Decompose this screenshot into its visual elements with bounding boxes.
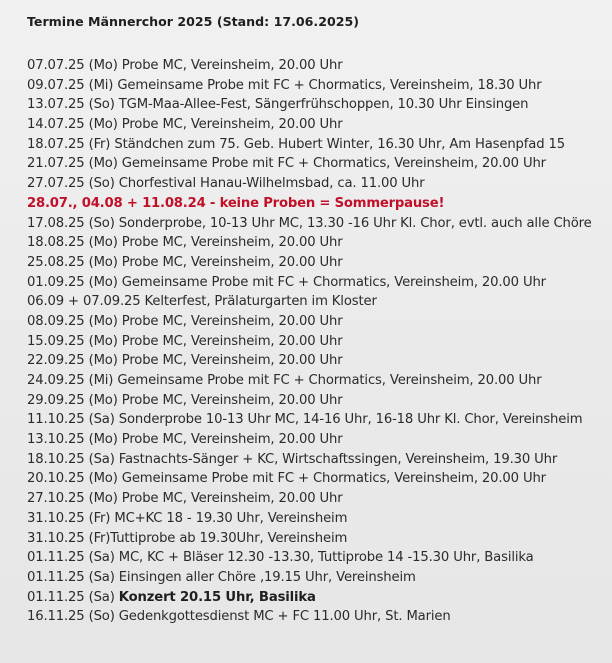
appointment-entry: 16.11.25 (So) Gedenkgottesdienst MC + FC 11.00 Uhr, St. Marien (27, 609, 451, 625)
appointment-list (27, 56, 612, 627)
appointment-entry: 09.07.25 (Mi) Gemeinsame Probe mit FC + Chormatics, Vereinsheim, 18.30 Uhr (27, 77, 542, 93)
appointment-entry: 18.07.25 (Fr) Ständchen zum 75. Geb. Hubert Winter, 16.30 Uhr, Am Hasenpfad 15 (27, 136, 565, 152)
appointment-entry: 01.11.25 (Sa) MC, KC + Bläser 12.30 -13.30, Tuttiprobe 14 -15.30 Uhr, Basilika (27, 550, 534, 566)
appointment-entry: 29.09.25 (Mo) Probe MC, Vereinsheim, 20.00 Uhr (27, 392, 343, 408)
appointment-entry: 06.09 + 07.09.25 Kelterfest, Prälaturgarten im Kloster (27, 294, 377, 310)
appointment-entry: 08.09.25 (Mo) Probe MC, Vereinsheim, 20.00 Uhr (27, 313, 343, 329)
appointment-entry: 27.10.25 (Mo) Probe MC, Vereinsheim, 20.00 Uhr (27, 491, 343, 507)
appointment-entry: 01.09.25 (Mo) Gemeinsame Probe mit FC + Chormatics, Vereinsheim, 20.00 Uhr (27, 274, 546, 290)
concert-highlight: Konzert 20.15 Uhr, Basilika (118, 589, 316, 605)
appointment-entry: 11.10.25 (Sa) Sonderprobe 10-13 Uhr MC, 14-16 Uhr, 16-18 Uhr Kl. Chor, Vereinsheim (27, 412, 583, 428)
document-title: Termine Männerchor 2025 (Stand: 17.06.2025) (27, 14, 359, 29)
appointment-entry: 20.10.25 (Mo) Gemeinsame Probe mit FC + Chormatics, Vereinsheim, 20.00 Uhr (27, 471, 546, 487)
summer-break-notice: 28.07., 04.08 + 11.08.24 - keine Proben = Sommerpause! (27, 195, 445, 211)
appointment-entry: 14.07.25 (Mo) Probe MC, Vereinsheim, 20.00 Uhr (27, 117, 343, 133)
appointment-entry: 18.08.25 (Mo) Probe MC, Vereinsheim, 20.00 Uhr (27, 235, 343, 251)
appointment-entry: 07.07.25 (Mo) Probe MC, Vereinsheim, 20.00 Uhr (27, 58, 343, 73)
appointment-entry: 25.08.25 (Mo) Probe MC, Vereinsheim, 20.00 Uhr (27, 254, 343, 270)
appointment-entry: 13.10.25 (Mo) Probe MC, Vereinsheim, 20.00 Uhr (27, 432, 343, 448)
appointment-entry: 13.07.25 (So) TGM-Maa-Allee-Fest, Sängerfrühschoppen, 10.30 Uhr Einsingen (27, 97, 529, 113)
appointment-entry: 24.09.25 (Mi) Gemeinsame Probe mit FC + Chormatics, Vereinsheim, 20.00 Uhr (27, 373, 542, 388)
appointment-entry: 22.09.25 (Mo) Probe MC, Vereinsheim, 20.00 Uhr (27, 353, 343, 369)
appointment-entry: 17.08.25 (So) Sonderprobe, 10-13 Uhr MC, 13.30 -16 Uhr Kl. Chor, evtl. auch alle Chöre (27, 215, 592, 231)
appointment-entry: 18.10.25 (Sa) Fastnachts-Sänger + KC, Wirtschaftssingen, Vereinsheim, 19.30 Uhr (27, 451, 558, 467)
appointment-entry: 01.11.25 (Sa) Einsingen aller Chöre ,19.15 Uhr, Vereinsheim (27, 569, 416, 585)
appointment-entry: 21.07.25 (Mo) Gemeinsame Probe mit FC + Chormatics, Vereinsheim, 20.00 Uhr (27, 156, 546, 172)
concert-entry (27, 588, 612, 608)
appointment-entry: 15.09.25 (Mo) Probe MC, Vereinsheim, 20.00 Uhr (27, 333, 343, 349)
appointment-entry: 31.10.25 (Fr) MC+KC 18 - 19.30 Uhr, Vereinsheim (27, 510, 348, 526)
appointment-entry: 31.10.25 (Fr)Tuttiprobe ab 19.30Uhr, Vereinsheim (27, 530, 348, 546)
appointment-entry: 27.07.25 (So) Chorfestival Hanau-Wilhelmsbad, ca. 11.00 Uhr (27, 176, 425, 192)
concert-date-prefix: 01.11.25 (Sa) (27, 589, 119, 605)
